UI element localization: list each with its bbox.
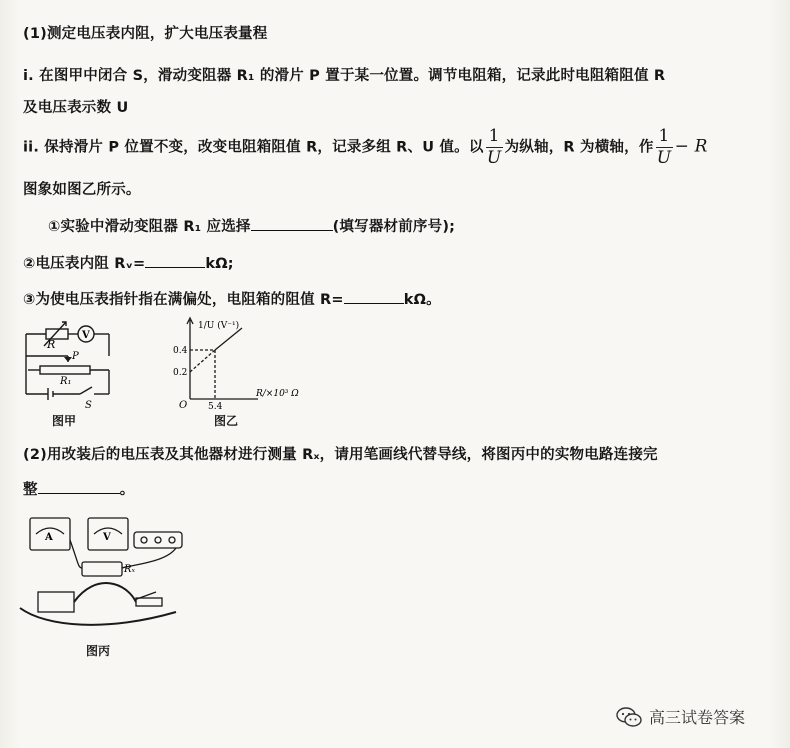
answer-blank-2[interactable] xyxy=(145,266,205,268)
fraction-denominator-2: U xyxy=(656,148,672,168)
q1-text: ①实验中滑动变阻器 R₁ 应选择 xyxy=(48,219,251,235)
origin-label: O xyxy=(179,400,188,411)
part2-line1: (2)用改装后的电压表及其他器材进行测量 Rₓ，请用笔画线代替导线，将图丙中的实物电路连接完 xyxy=(23,447,658,463)
fraction-numerator-2: 1 xyxy=(656,128,673,148)
part2-line2-pre: 整 xyxy=(23,482,38,498)
line-graph xyxy=(170,314,320,414)
resistor-rx xyxy=(82,562,122,576)
step2-line1 xyxy=(23,128,708,167)
part2-line2-post: 。 xyxy=(119,482,135,498)
fraction-denominator: U xyxy=(486,148,502,168)
y-axis-label: 1/U (V⁻¹) xyxy=(198,321,240,331)
q1-tail: (填写器材前序号); xyxy=(332,219,456,235)
x-tick-5-4: 5.4 xyxy=(208,402,223,412)
step2-pre: ii. 保持滑片 P 位置不变，改变电阻箱阻值 R，记录多组 R、U 值。以 xyxy=(23,139,484,156)
label-p: P xyxy=(72,351,79,362)
answer-blank-1[interactable] xyxy=(251,229,333,231)
question-2 xyxy=(23,252,234,273)
watermark xyxy=(615,705,745,728)
q3-text: ③为使电压表指针指在满偏处，电阻箱的阻值 R= xyxy=(23,292,344,308)
y-tick-0-2: 0.2 xyxy=(173,368,188,378)
q3-tail: kΩ。 xyxy=(403,292,441,308)
step1-line2: 及电压表示数 U xyxy=(23,100,129,116)
switch xyxy=(134,592,156,600)
label-s: S xyxy=(85,400,92,411)
apparatus-sketch xyxy=(16,512,196,634)
voltmeter-symbol: V xyxy=(82,330,90,341)
watermark-text: 高三试卷答案 xyxy=(649,708,746,727)
figure-b-caption: 图乙 xyxy=(214,414,239,428)
step2-mid: 为纵轴，R 为横轴，作 xyxy=(504,139,654,156)
figure-a-caption: 图甲 xyxy=(52,414,77,428)
figure-c-apparatus xyxy=(16,512,196,638)
label-r1: R₁ xyxy=(60,376,72,387)
figure-b-graph xyxy=(170,314,320,418)
figure-a-circuit xyxy=(16,316,126,416)
fraction-numerator: 1 xyxy=(486,128,503,148)
figure-c-caption: 图丙 xyxy=(86,644,111,658)
q2-text: ②电压表内阻 Rᵥ= xyxy=(23,256,146,272)
q2-tail: kΩ; xyxy=(205,256,234,272)
label-r: R xyxy=(47,338,56,351)
answer-blank-4[interactable] xyxy=(38,492,120,494)
voltmeter-label: V xyxy=(103,532,111,543)
step2-line2: 图象如图乙所示。 xyxy=(23,182,141,198)
part2-line2 xyxy=(23,478,134,499)
rx-label: Rₓ xyxy=(124,564,136,575)
part1-title: (1)测定电压表内阻，扩大电压表量程 xyxy=(23,26,268,42)
question-3 xyxy=(23,288,441,309)
wechat-icon xyxy=(615,706,643,728)
circuit-diagram xyxy=(16,316,126,412)
answer-blank-3[interactable] xyxy=(344,302,404,304)
question-1 xyxy=(48,215,455,236)
battery xyxy=(38,592,74,612)
x-axis-label: R/×10³ Ω xyxy=(256,389,299,399)
step1-line1: i. 在图甲中闭合 S，滑动变阻器 R₁ 的滑片 P 置于某一位置。调节电阻箱，记录此时电阻箱阻值 R xyxy=(23,68,666,84)
y-tick-0-4: 0.4 xyxy=(173,346,188,356)
ammeter-label: A xyxy=(45,532,53,543)
minus-r: − R xyxy=(674,136,708,157)
fraction-1-over-u-2 xyxy=(656,128,673,167)
fraction-1-over-u xyxy=(486,128,503,167)
